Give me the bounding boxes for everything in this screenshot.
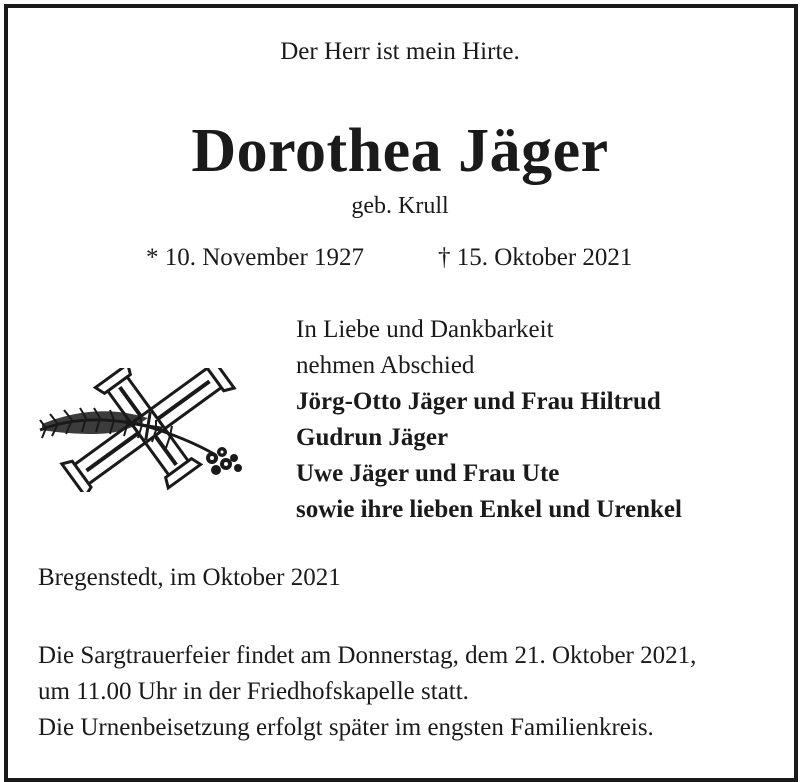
cross-with-palm-branch-icon: [36, 368, 250, 492]
mourners-intro-line: nehmen Abschied: [296, 352, 475, 379]
notice-line: Die Urnenbeisetzung erfolgt später im engsten Familienkreis.: [38, 714, 654, 741]
birth-date: * 10. November 1927: [146, 244, 365, 271]
birth-name: geb. Krull: [351, 193, 449, 219]
mourner-name: sowie ihre lieben Enkel und Urenkel: [296, 496, 682, 523]
mourners-intro-line: In Liebe und Dankbarkeit: [296, 316, 554, 343]
notice-line: um 11.00 Uhr in der Friedhofskapelle statt.: [38, 678, 469, 705]
funeral-notice: [38, 638, 696, 746]
death-date: † 15. Oktober 2021: [438, 244, 633, 271]
place-and-date: Bregenstedt, im Oktober 2021: [38, 564, 341, 591]
notice-line: Die Sargtrauerfeier findet am Donnerstag, dem 21. Oktober 2021,: [38, 642, 697, 669]
mourner-name: Jörg-Otto Jäger und Frau Hiltrud: [296, 388, 661, 415]
mourner-name: Uwe Jäger und Frau Ute: [296, 460, 560, 487]
mourners-block: [296, 312, 682, 528]
motto: Der Herr ist mein Hirte.: [280, 38, 520, 65]
deceased-name: Dorothea Jäger: [191, 117, 609, 185]
mourner-name: Gudrun Jäger: [296, 424, 449, 451]
